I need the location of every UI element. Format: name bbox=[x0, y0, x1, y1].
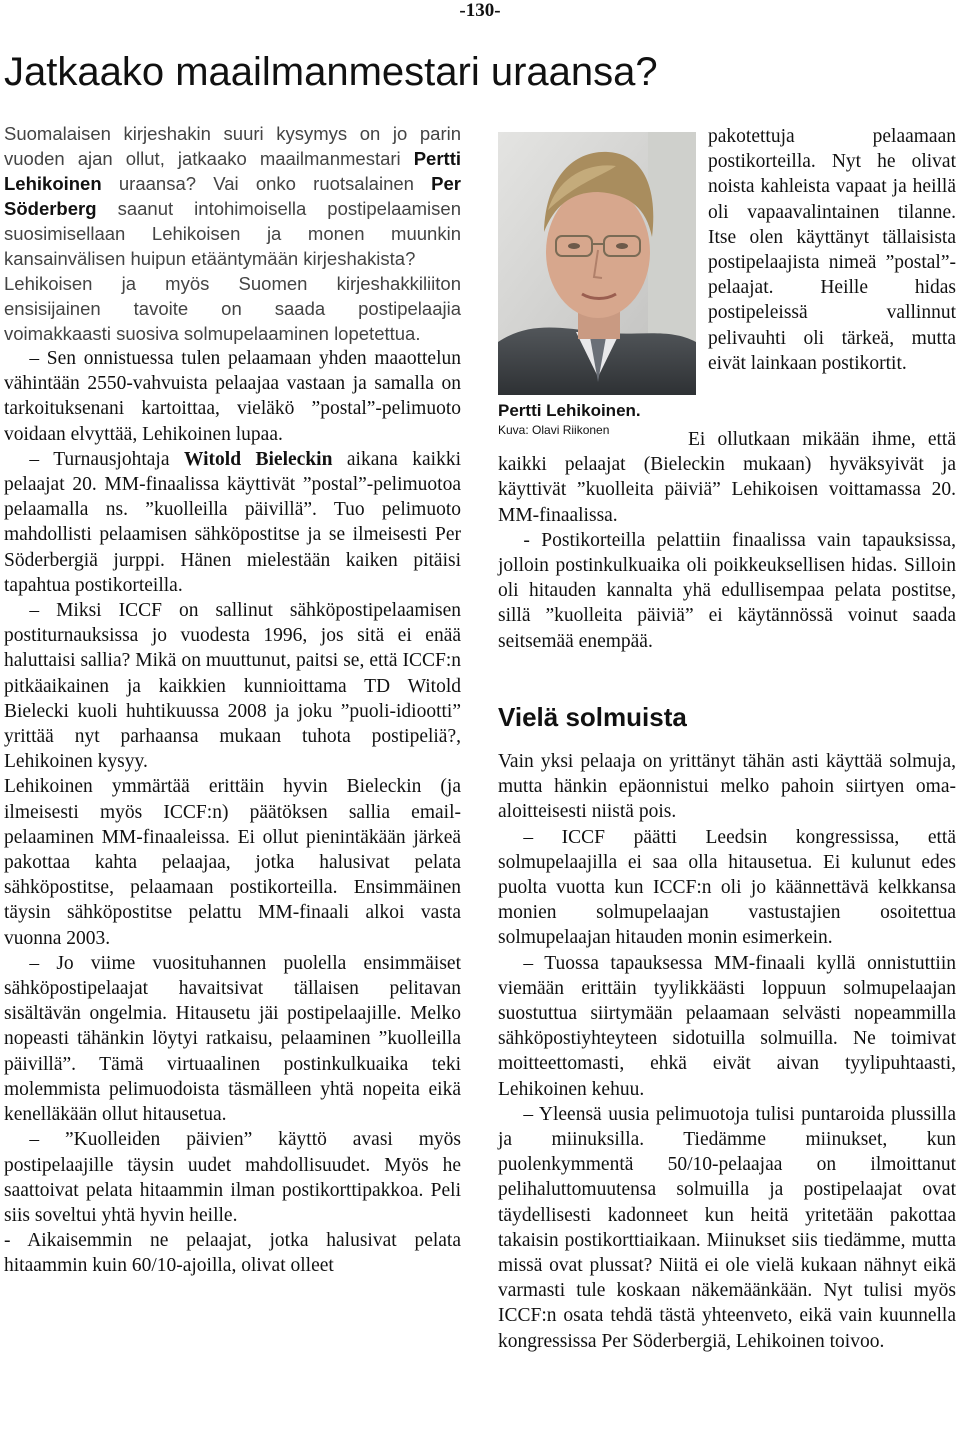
right-column-top bbox=[708, 124, 956, 376]
body-text: aikana kaikki pelaajat 20. MM-finaalissa käyttivät ”postal”-pelimuotoa pelaamalla ns. ”kuolleilla päivillä”. Tuo pelimuoto mahdollisti pelaamisen sähköpostitse ja se ilmeisesti Per Söderbergiä jurppi. Hänen mielestään kaiken pitäisi tapahtua postikorteilla. bbox=[4, 448, 461, 596]
page-number: -130- bbox=[459, 0, 501, 21]
body-text: – Turnausjohtaja bbox=[29, 448, 184, 470]
intro-paragraph-2: Lehikoisen ja myös Suomen kirjeshakkiliiton ensisijainen tavoite on saada postipelaajia voimakkaasti suosiva solmupelaaminen lopetettua. bbox=[4, 273, 461, 344]
photo-caption: Pertti Lehikoinen. bbox=[498, 401, 641, 420]
body-paragraph: – Miksi ICCF on sallinut sähköpostipelaamisen postiturnauksissa jo vuodesta 1996, jos sitä ei enää haluttaisi sallia? Mikä on muuttunut, paitsi se, että ICCF:n pitkäaikainen ja kaikkien kunnioittama TD Witold Bielecki kuoli huhtikuussa 2008 ja joku ”puoli-idiootti” yrittää nyt parhaansa mukaan tuhota postipeliä?, Lehikoinen kysyy. bbox=[4, 600, 461, 773]
left-column bbox=[4, 121, 461, 1279]
portrait-image bbox=[498, 132, 696, 395]
body-paragraph: - Postikorteilla pelattiin finaalissa vain tapauksissa, jolloin postinkulkuaika oli poikkeuksellisen hidas. Silloin oli hitauden kannalta yhä edullisempaa pelata postitse, sillä ”kuolleita päiviä” ei käytännössä voinut saada seitsemää enempää. bbox=[498, 529, 956, 652]
intro-text-2: uraansa? Vai onko ruotsalainen bbox=[101, 173, 432, 194]
intro-paragraph bbox=[4, 121, 461, 271]
body-paragraph: – Sen onnistuessa tulen pelaamaan yhden maaottelun vähintään 2550-vahvuista pelaajaa vastaan ja samalla on tarkoituksenani kartoittaa, vieläkö ”postal”-pelimuoto voidaan elvyttää, Lehikoinen lupaa. bbox=[4, 348, 461, 445]
right-column-bottom bbox=[498, 749, 956, 1354]
body-paragraph: Lehikoinen ymmärtää erittäin hyvin Bieleckin (ja ilmeisesti myös ICCF:n) päätöksen sallia email-pelaaminen MM-finaaleissa. Ei ollut pienintäkään järkeä pakottaa kahta pelaajaa, jotka halusivat pelata sähköpostitse, pelaamaan postikorteilla. Ensimmäinen täysin sähköpostitse pelattu MM-finaali alkoi vasta vuonna 2003. bbox=[4, 776, 461, 949]
body-paragraph: Vain yksi pelaaja on yrittänyt tähän asti käyttää solmuja, mutta hänkin epäonnistui melko pahoin siirtyen oma-aloitteisesti niistä pois. bbox=[498, 751, 956, 823]
body-paragraph: pakotettuja pelaamaan postikorteilla. Nyt he olivat noista kahleista vapaat ja heillä oli vapaavalintainen tilanne. Itse olen käyttänyt tällaisista postipelaajista nimeä ”postal”-pelaajat. Heille hidas postipeleissä vallinnut pelivauhti oli tärkeä, mutta eivät lainkaan postikortit. bbox=[708, 126, 956, 374]
article-title: Jatkaako maailmanmestari uraansa? bbox=[4, 50, 658, 94]
section-heading: Vielä solmuista bbox=[498, 702, 687, 732]
portrait-photo bbox=[498, 132, 696, 395]
right-column-middle bbox=[498, 427, 956, 654]
intro-text-1: Suomalaisen kirjeshakin suuri kysymys on jo parin vuoden ajan ollut, jatkaako maailmanmestari bbox=[4, 123, 461, 169]
body-paragraph: – ICCF päätti Leedsin kongressissa, että solmupelaajilla ei saa olla hitausetua. Ei kulunut edes puolta vuotta kun ICCF:n oli jo käännettävä kelkkansa monien solmupelaajan vastustajien osoitettua solmupelaajan hitauden monin esimerkein. bbox=[498, 826, 956, 949]
body-paragraph: – Tuossa tapauksessa MM-finaali kyllä onnistuttiin viemään erittäin tyylikkäästi loppuun solmupelaajan suostuttua siirtymään pelaamaan selvästi nopeammilla sähköpostiyhteyteen sidotuilla solmuilla. Ne toimivat moitteettomasti, ehkä eivät aivan tyylipuhtaasti, Lehikoinen kehuu. bbox=[498, 952, 956, 1100]
name-pertti: Pertti Lehikoinen bbox=[4, 148, 461, 194]
body-paragraph: – Jo viime vuosituhannen puolella ensimmäiset sähköpostipelaajat havaitsivat tällaisen pelitavan sisältävän ongelmia. Hitausetu jäi postipelaajille. Melko nopeasti tähänkin löytyi ratkaisu, pelaaminen ”kuolleilla päivillä”. Tämä virtuaalinen postinkulkuaika teki molemmista pelimuodoista täsmälleen yhtä nopeita eikä kenelläkään ollut hitausetua. bbox=[4, 952, 461, 1126]
body-paragraph: Ei ollutkaan mikään ihme, että kaikki pelaajat (Bieleckin mukaan) hyväksyivät ja käyttivät ”kuolleita päiviä” Lehikoisen voittamassa 20. MM-finaalissa. bbox=[498, 429, 956, 526]
photo-credit: Kuva: Olavi Riikonen bbox=[498, 423, 610, 437]
intro-text-3: saanut intohimoisella postipelaamisen suosimisellaan Lehikoisen ja monen muunkin kansainvälisen huipun etääntymään kirjeshakista? bbox=[4, 198, 461, 269]
name-witold: Witold Bieleckin bbox=[183, 448, 333, 470]
body-paragraph: - Aikaisemmin ne pelaajat, jotka halusivat pelata hitaammin kuin 60/10-ajoilla, olivat olleet bbox=[4, 1230, 461, 1277]
body-paragraph: – ”Kuolleiden päivien” käyttö avasi myös postipelaajille täysin uudet mahdollisuudet. Myös he saattoivat pelata hitaammin ilman postikorttipakkoa. Peli siis soveltui yhtä hyvin heille. bbox=[4, 1129, 461, 1226]
body-paragraph: – Yleensä uusia pelimuotoja tulisi puntaroida plussilla ja miinuksilla. Tiedämme miinukset, kun puolenkymmentä 50/10-pelaajaa on ilmoittanut pelihaluttomuutensa solmuilla ja postipelaajat ovat täydellisesti kadonneet kun heitä yritetään pakottaa takaisin postikorttiaikaan. Miinukset siis tiedämme, mutta missä ovat plussat? Niitä ei ole vielä kukaan nähnyt eikä varmasti tule koskaan näkemäänkään. Nyt tulisi myös ICCF:n osata tehdä tästä yhteenveto, eikä vain kuunnella kongressissa Per Söderbergiä, Lehikoinen toivoo. bbox=[498, 1103, 956, 1352]
body-paragraph bbox=[4, 447, 461, 598]
name-per: Per Söderberg bbox=[4, 173, 461, 219]
